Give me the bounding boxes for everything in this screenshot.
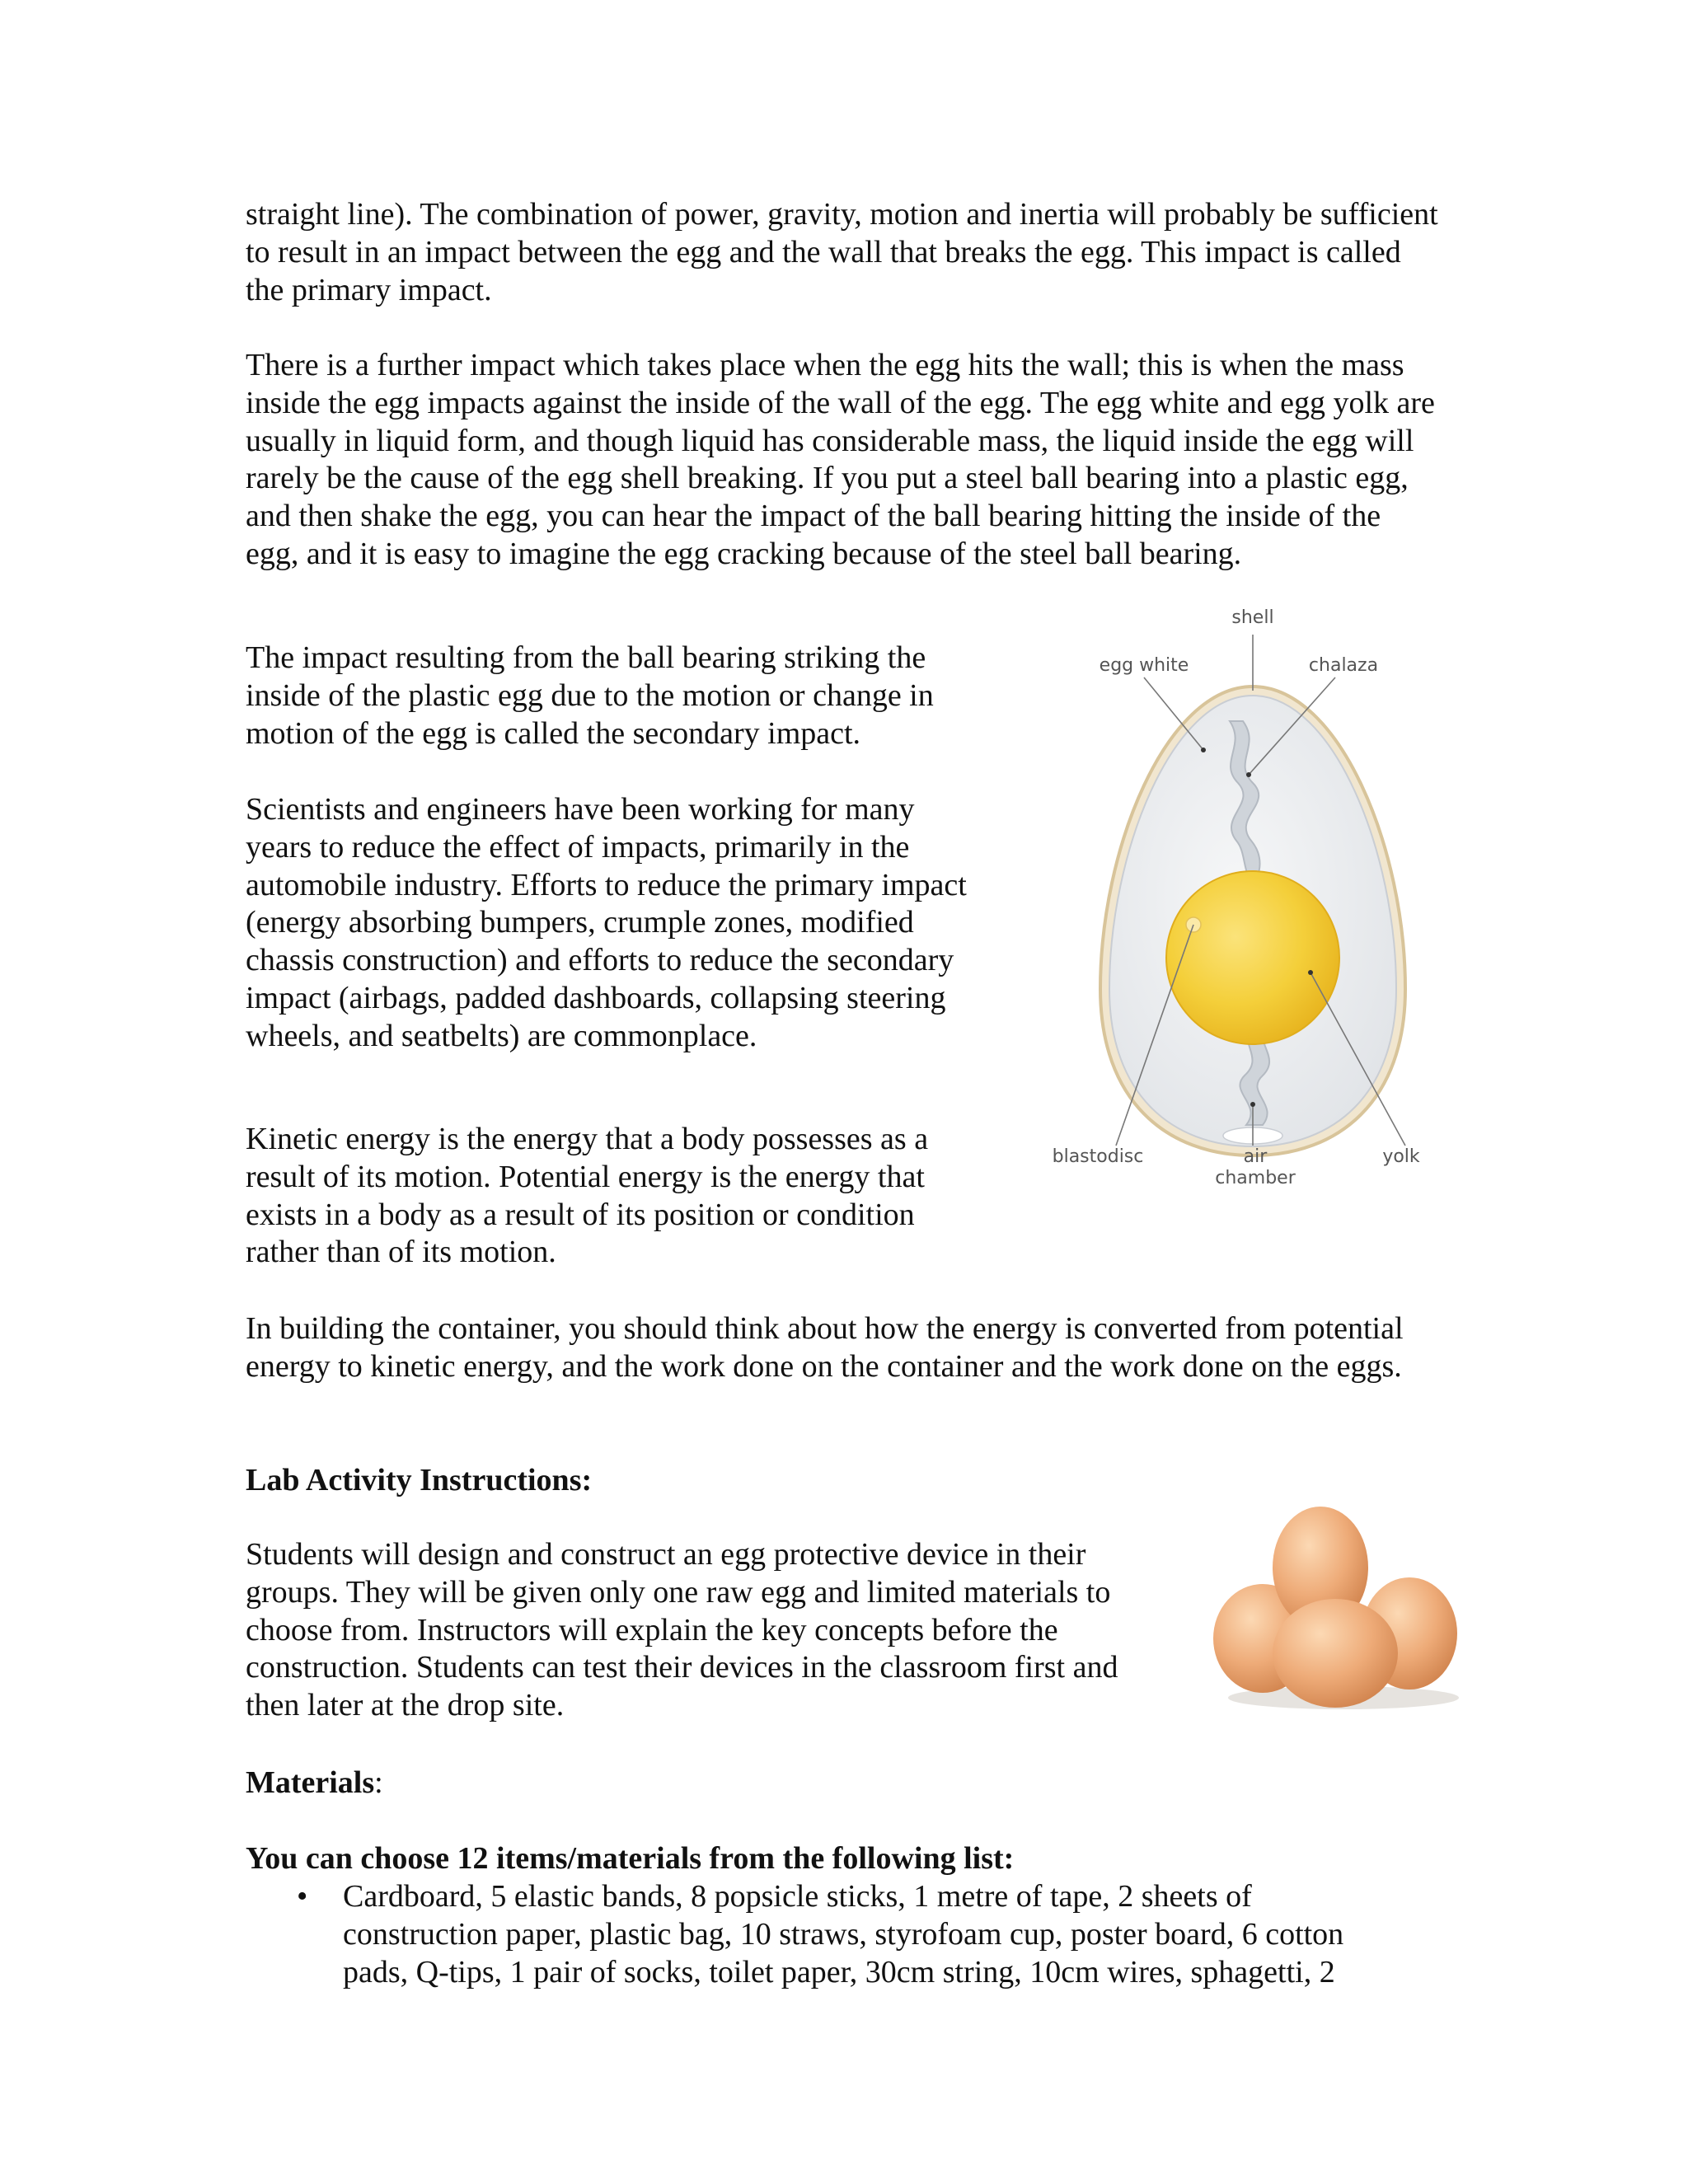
label-chalaza: chalaza xyxy=(1308,655,1379,676)
heading-materials-label: Materials xyxy=(246,1765,375,1800)
paragraph-building-container: In building the container, you should think about how the energy is converted from potential energy to kinetic energy, and the work done on the container and the work done on the eggs. xyxy=(246,1311,1404,1384)
egg-anatomy-diagram xyxy=(1047,602,1451,1203)
paragraph-scientists-engineers: Scientists and engineers have been working for many years to reduce the effect of impacts, primarily in the automobile industry. Efforts to reduce the primary impact (energy absorbing bumpers, crumple zones, modified chassis construction) and efforts to reduce the secondary impact (airbags, padded dashboards, collapsing steering wheels, and seatbelts) are commonplace. xyxy=(246,792,967,1053)
heading-lab-activity: Lab Activity Instructions: xyxy=(246,1463,593,1497)
label-shell: shell xyxy=(1231,607,1274,628)
materials-list-text: Cardboard, 5 elastic bands, 8 popsicle sticks, 1 metre of tape, 2 sheets of construction paper, plastic bag, 10 straws, styrofoam cup, poster board, 6 cotton pads, Q-tips, 1 pair of socks, toilet paper, 30cm string, 10cm wires, sphagetti, 2 xyxy=(343,1879,1344,1990)
eggs-photo xyxy=(1212,1500,1475,1714)
paragraph-further-impact: There is a further impact which takes place when the egg hits the wall; this is when the mass inside the egg impacts against the inside of the wall of the egg. The egg white and egg yolk are usually in liquid form, and though liquid has considerable mass, the liquid inside the egg will rarely be the cause of the egg shell breaking. If you put a steel ball bearing into a plastic egg, and then shake the egg, you can hear the impact of the ball bearing hitting the inside of the egg, and it is easy to imagine the egg cracking because of the steel ball bearing. xyxy=(246,348,1435,571)
label-blastodisc: blastodisc xyxy=(1052,1146,1144,1167)
label-yolk: yolk xyxy=(1382,1146,1420,1167)
egg-yolk xyxy=(1166,871,1339,1044)
paragraph-kinetic-energy: Kinetic energy is the energy that a body possesses as a result of its motion. Potential energy is the energy that exists in a body as a result of its position or condition rather than of its motion. xyxy=(246,1122,929,1270)
egg-front xyxy=(1273,1599,1398,1708)
paragraph-secondary-impact: The impact resulting from the ball bearing striking the inside of the plastic egg due to the motion or change in motion of the egg is called the secondary impact. xyxy=(246,640,934,751)
label-air: air xyxy=(1243,1146,1268,1167)
paragraph-primary-impact: straight line). The combination of power, gravity, motion and inertia will probably be sufficient to result in an impact between the egg and the wall that breaks the egg. This impact is called the primary impact. xyxy=(246,197,1438,307)
heading-materials xyxy=(246,1764,383,1802)
heading-choose-items: You can choose 12 items/materials from the following list: xyxy=(246,1841,1015,1876)
label-egg-white: egg white xyxy=(1099,655,1189,676)
label-chamber: chamber xyxy=(1215,1168,1296,1188)
heading-materials-colon: : xyxy=(374,1765,383,1800)
paragraph-students-design: Students will design and construct an egg protective device in their groups. They will be given only one raw egg and limited materials to choose from. Instructors will explain the key concepts before the construction. Students can test their devices in the classroom first and then later at the drop site. xyxy=(246,1537,1118,1723)
bullet-glyph: • xyxy=(297,1879,308,1914)
